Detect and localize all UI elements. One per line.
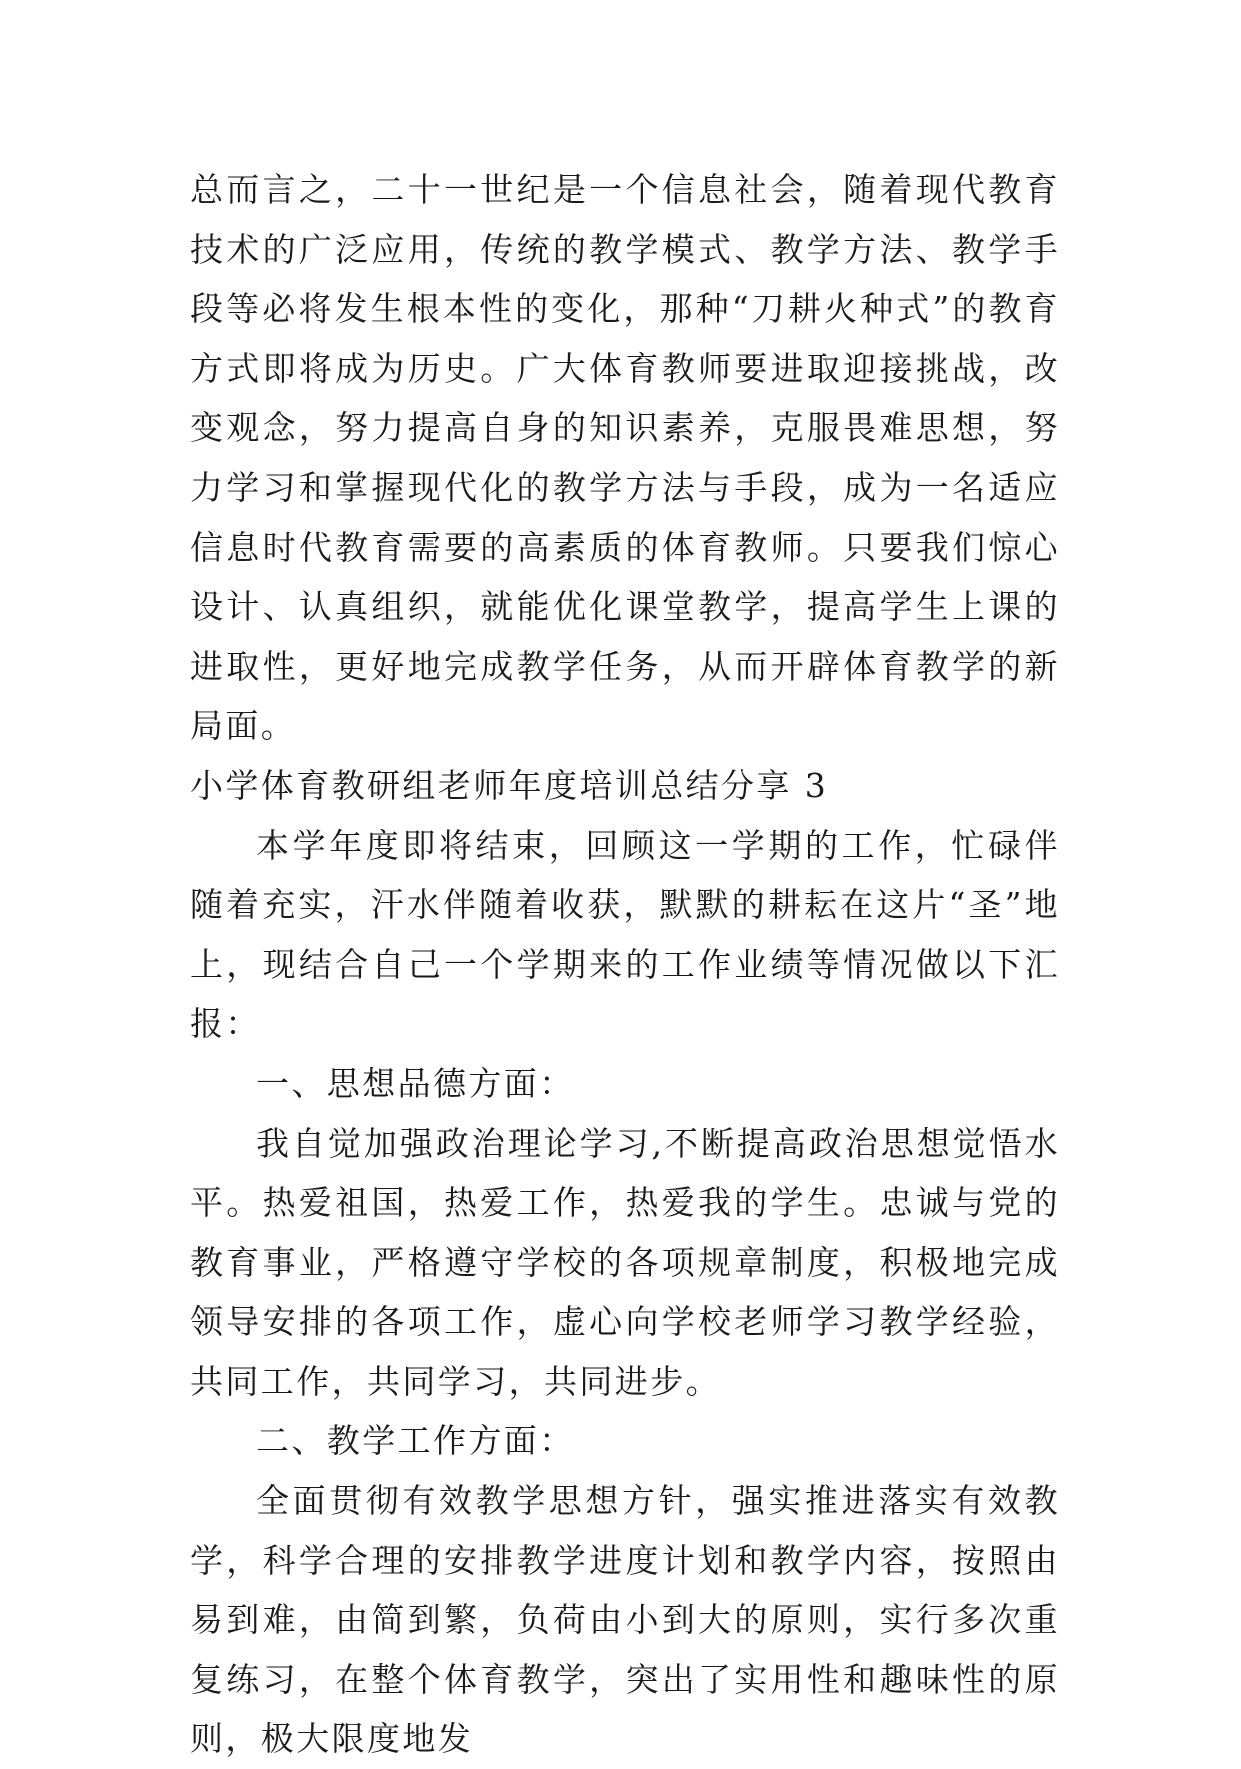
subheading-teaching: 二、教学工作方面： xyxy=(256,1421,575,1461)
paragraph-moral: 我自觉加强政治理论学习,不断提高政治思想觉悟水平。热爱祖国，热爱工作，热爱我的学生。忠诚与党的教育事业，严格遵守学校的各项规章制度，积极地完成领导安排的各项工作，虚心向学校老师学习教学经验，共同工作，共同学习，共同进步。 xyxy=(190,1123,1060,1401)
paragraph-intro: 本学年度即将结束，回顾这一学期的工作，忙碌伴随着充实，汗水伴随着收获，默默的耕耘在这片“圣”地上，现结合自己一个学期来的工作业绩等情况做以下汇报： xyxy=(190,825,1060,1044)
paragraph-teaching: 全面贯彻有效教学思想方针，强实推进落实有效教学，科学合理的安排教学进度计划和教学内容，按照由易到难，由简到繁，负荷由小到大的原则，实行多次重复练习，在整个体育教学，突出了实用性和趣味性的原则，极大限度地发 xyxy=(190,1481,1060,1759)
section-heading: 小学体育教研组老师年度培训总结分享 3 xyxy=(190,765,829,805)
paragraph-conclusion: 总而言之，二十一世纪是一个信息社会，随着现代教育技术的广泛应用，传统的教学模式、教学方法、教学手段等必将发生根本性的变化，那种“刀耕火种式”的教育方式即将成为历史。广大体育教师要进取迎接挑战，改变观念，努力提高自身的知识素养，克服畏难思想，努力学习和掌握现代化的教学方法与手段，成为一名适应信息时代教育需要的高素质的体育教师。只要我们惊心设计、认真组织，就能优化课堂教学，提高学生上课的进取性，更好地完成教学任务，从而开辟体育教学的新局面。 xyxy=(190,170,1060,746)
subheading-moral: 一、思想品德方面： xyxy=(256,1063,575,1103)
document-body xyxy=(190,160,1060,1769)
